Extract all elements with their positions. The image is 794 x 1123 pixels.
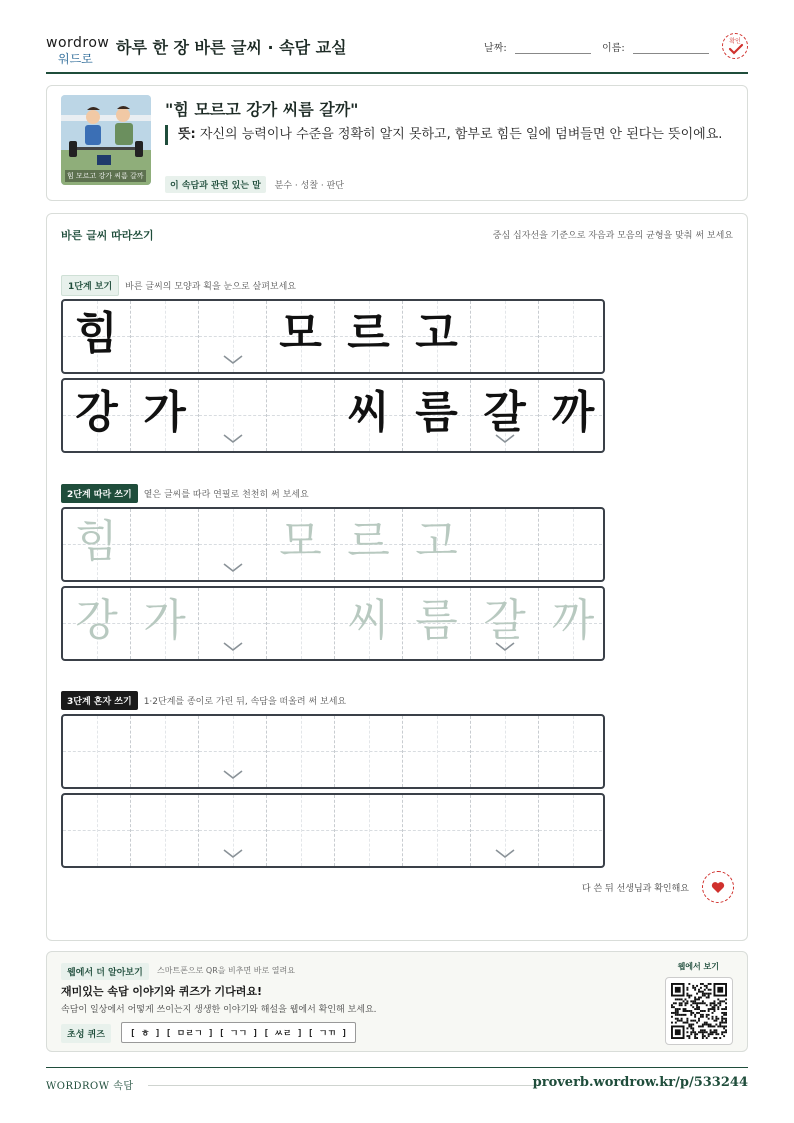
guide-line xyxy=(539,544,605,545)
meaning-label: 뜻: xyxy=(178,127,196,142)
space-chevron-icon xyxy=(495,849,515,859)
grid-cell[interactable] xyxy=(131,509,199,580)
step2-row-1[interactable] xyxy=(61,507,605,582)
step3-header xyxy=(61,691,346,710)
glyph: 르 xyxy=(347,308,390,359)
related-words: 분수 · 성찰 · 판단 xyxy=(274,181,344,191)
guide-line xyxy=(301,380,302,451)
grid-cell[interactable] xyxy=(403,716,471,787)
web-headline: 재미있는 속담 이야기와 퀴즈가 기다려요! xyxy=(61,985,262,998)
guide-line xyxy=(165,301,166,372)
meaning-text: 자신의 능력이나 수준을 정확히 알지 못하고, 함부로 힘든 일에 덤벼들면 안 된다는 뜻이에요. xyxy=(199,127,723,142)
page-footer xyxy=(46,1067,748,1093)
space-chevron-icon xyxy=(223,563,243,573)
grid-cell xyxy=(539,301,605,372)
guide-line xyxy=(573,301,574,372)
space-chevron-icon xyxy=(223,770,243,780)
page-header xyxy=(46,30,748,74)
footer-url[interactable]: proverb.wordrow.kr/p/533244 xyxy=(532,1075,748,1090)
logo-korean: 워드로 xyxy=(58,52,93,66)
grid-cell[interactable] xyxy=(267,588,335,659)
qr-code[interactable] xyxy=(665,977,733,1045)
web-sub: 스마트폰으로 QR을 비추면 바로 열려요 xyxy=(157,966,295,975)
grid-cell[interactable] xyxy=(471,795,539,866)
grid-cell[interactable] xyxy=(63,509,131,580)
guide-line xyxy=(573,795,574,866)
guide-line xyxy=(301,716,302,787)
guide-line xyxy=(539,336,605,337)
guide-line xyxy=(97,716,98,787)
grid-cell[interactable] xyxy=(131,795,199,866)
grid-cell[interactable] xyxy=(403,795,471,866)
chosung-quiz: [ ㅎ ] [ ㅁㄹㄱ ] [ ㄱㄱ ] [ ㅆㄹ ] [ ㄱㄲ ] xyxy=(121,1022,356,1043)
grid-cell[interactable] xyxy=(131,588,199,659)
guide-line xyxy=(505,716,506,787)
logo-wordmark: wordrow xyxy=(46,35,110,51)
date-field[interactable] xyxy=(484,39,591,54)
glyph: 씨 xyxy=(347,387,390,438)
grid-cell[interactable] xyxy=(199,716,267,787)
proverb-title: "힘 모르고 강가 씨름 갈까" xyxy=(165,100,359,119)
grid-cell[interactable] xyxy=(63,795,131,866)
space-chevron-icon xyxy=(223,355,243,365)
proverb-meaning xyxy=(165,125,725,145)
wordrow-logo[interactable] xyxy=(46,35,108,65)
grid-cell xyxy=(199,301,267,372)
grid-cell[interactable] xyxy=(131,716,199,787)
check-stamp xyxy=(722,33,748,59)
step1-row-2 xyxy=(61,378,605,453)
glyph: 갈 xyxy=(483,387,526,438)
grid-cell[interactable] xyxy=(199,588,267,659)
glyph: 모 xyxy=(279,308,322,359)
grid-cell[interactable] xyxy=(403,588,471,659)
guide-line xyxy=(165,509,166,580)
grid-cell[interactable] xyxy=(267,795,335,866)
qr-label: 웹에서 보기 xyxy=(677,962,719,971)
grid-cell xyxy=(63,380,131,451)
grid-cell xyxy=(267,380,335,451)
step2-desc: 옅은 글씨를 따라 연필로 천천히 써 보세요 xyxy=(143,490,309,500)
related-label: 이 속담과 관련 있는 말 xyxy=(165,176,266,193)
guide-line xyxy=(539,751,605,752)
grid-cell xyxy=(199,380,267,451)
guide-line xyxy=(165,795,166,866)
name-label: 이름: xyxy=(602,43,625,54)
step2-badge: 2단계 따라 쓰기 xyxy=(61,484,138,503)
proverb-illustration xyxy=(61,95,151,185)
glyph: 힘 xyxy=(75,516,118,567)
grid-cell[interactable] xyxy=(63,716,131,787)
page-title: 하루 한 장 바른 글씨 · 속담 교실 xyxy=(116,38,347,57)
step1-row-1 xyxy=(61,299,605,374)
glyph: 름 xyxy=(415,595,458,646)
grid-cell[interactable] xyxy=(471,509,539,580)
grid-cell[interactable] xyxy=(63,588,131,659)
illustration-caption: 힘 모르고 강가 씨름 갈까 xyxy=(67,172,144,180)
guide-line xyxy=(301,588,302,659)
space-chevron-icon xyxy=(495,434,515,444)
guide-line xyxy=(573,509,574,580)
web-panel xyxy=(46,951,748,1052)
grid-cell[interactable] xyxy=(199,509,267,580)
glyph: 강 xyxy=(75,595,118,646)
quiz-label: 초성 퀴즈 xyxy=(61,1024,111,1043)
grid-cell[interactable] xyxy=(267,716,335,787)
grid-cell[interactable] xyxy=(539,795,605,866)
guide-line xyxy=(165,716,166,787)
grid-cell[interactable] xyxy=(539,509,605,580)
grid-cell[interactable] xyxy=(335,509,403,580)
practice-panel xyxy=(46,213,748,941)
practice-note: 중심 십자선을 기준으로 자음과 모음의 균형을 맞춰 써 보세요 xyxy=(492,231,733,241)
glyph: 씨 xyxy=(347,595,390,646)
grid-cell[interactable] xyxy=(471,716,539,787)
glyph: 고 xyxy=(415,308,458,359)
glyph: 르 xyxy=(347,516,390,567)
grid-cell[interactable] xyxy=(335,795,403,866)
step1-badge: 1단계 보기 xyxy=(61,275,119,296)
grid-cell[interactable] xyxy=(267,509,335,580)
step3-badge: 3단계 혼자 쓰기 xyxy=(61,691,138,710)
grid-cell xyxy=(403,301,471,372)
related-tags xyxy=(165,176,344,193)
step3-row-1[interactable] xyxy=(61,714,605,789)
checkmark-icon xyxy=(728,43,744,55)
date-label: 날짜: xyxy=(484,43,507,54)
glyph: 갈 xyxy=(483,595,526,646)
teacher-stamp xyxy=(702,871,734,903)
name-line xyxy=(633,44,709,54)
glyph: 름 xyxy=(415,387,458,438)
footer-brand: WORDROW 속담 xyxy=(46,1081,134,1092)
space-chevron-icon xyxy=(223,849,243,859)
guide-line xyxy=(437,795,438,866)
grid-cell[interactable] xyxy=(335,716,403,787)
grid-cell xyxy=(335,380,403,451)
guide-line xyxy=(97,795,98,866)
glyph: 까 xyxy=(551,595,595,646)
space-chevron-icon xyxy=(495,642,515,652)
guide-line xyxy=(505,301,506,372)
step3-desc: 1·2단계를 종이로 가린 뒤, 속담을 떠올려 써 보세요 xyxy=(143,697,347,707)
grid-cell[interactable] xyxy=(403,509,471,580)
guide-line xyxy=(539,830,605,831)
check-note: 다 쓴 뒤 선생님과 확인해요 xyxy=(581,884,689,894)
glyph: 강 xyxy=(75,387,118,438)
grid-cell xyxy=(131,301,199,372)
web-tag: 웹에서 더 알아보기 xyxy=(61,963,149,980)
glyph: 고 xyxy=(415,516,458,567)
guide-line xyxy=(369,716,370,787)
glyph: 힘 xyxy=(75,308,118,359)
footer-divider xyxy=(148,1085,538,1086)
guide-line xyxy=(573,716,574,787)
step1-desc: 바른 글씨의 모양과 획을 눈으로 살펴보세요 xyxy=(125,282,296,292)
grid-cell xyxy=(63,301,131,372)
grid-cell xyxy=(403,380,471,451)
grid-cell xyxy=(267,301,335,372)
web-desc: 속담이 일상에서 어떻게 쓰이는지 생생한 이야기와 해설을 웹에서 확인해 보세요. xyxy=(61,1005,377,1015)
grid-cell[interactable] xyxy=(539,588,605,659)
glyph: 가 xyxy=(143,595,186,646)
grid-cell[interactable] xyxy=(199,795,267,866)
guide-line xyxy=(505,509,506,580)
glyph: 가 xyxy=(143,387,186,438)
proverb-card xyxy=(46,85,748,201)
qr-code-icon xyxy=(671,983,727,1039)
guide-line xyxy=(437,716,438,787)
space-chevron-icon xyxy=(223,434,243,444)
step2-row-2[interactable] xyxy=(61,586,605,661)
grid-cell xyxy=(131,380,199,451)
date-line xyxy=(515,44,591,54)
step1-header xyxy=(61,275,296,296)
grid-cell[interactable] xyxy=(335,588,403,659)
guide-line xyxy=(301,795,302,866)
name-field[interactable] xyxy=(602,39,709,54)
guide-line xyxy=(369,795,370,866)
grid-cell xyxy=(335,301,403,372)
grid-cell xyxy=(471,380,539,451)
practice-title: 바른 글씨 따라쓰기 xyxy=(61,229,154,242)
grid-cell[interactable] xyxy=(539,716,605,787)
stamp-text: 확인 xyxy=(729,38,741,45)
space-chevron-icon xyxy=(223,642,243,652)
glyph: 모 xyxy=(279,516,322,567)
heart-icon xyxy=(711,881,725,894)
step2-header xyxy=(61,484,309,503)
grid-cell[interactable] xyxy=(471,588,539,659)
grid-cell xyxy=(539,380,605,451)
step3-row-2[interactable] xyxy=(61,793,605,868)
grid-cell xyxy=(471,301,539,372)
glyph: 까 xyxy=(551,387,595,438)
